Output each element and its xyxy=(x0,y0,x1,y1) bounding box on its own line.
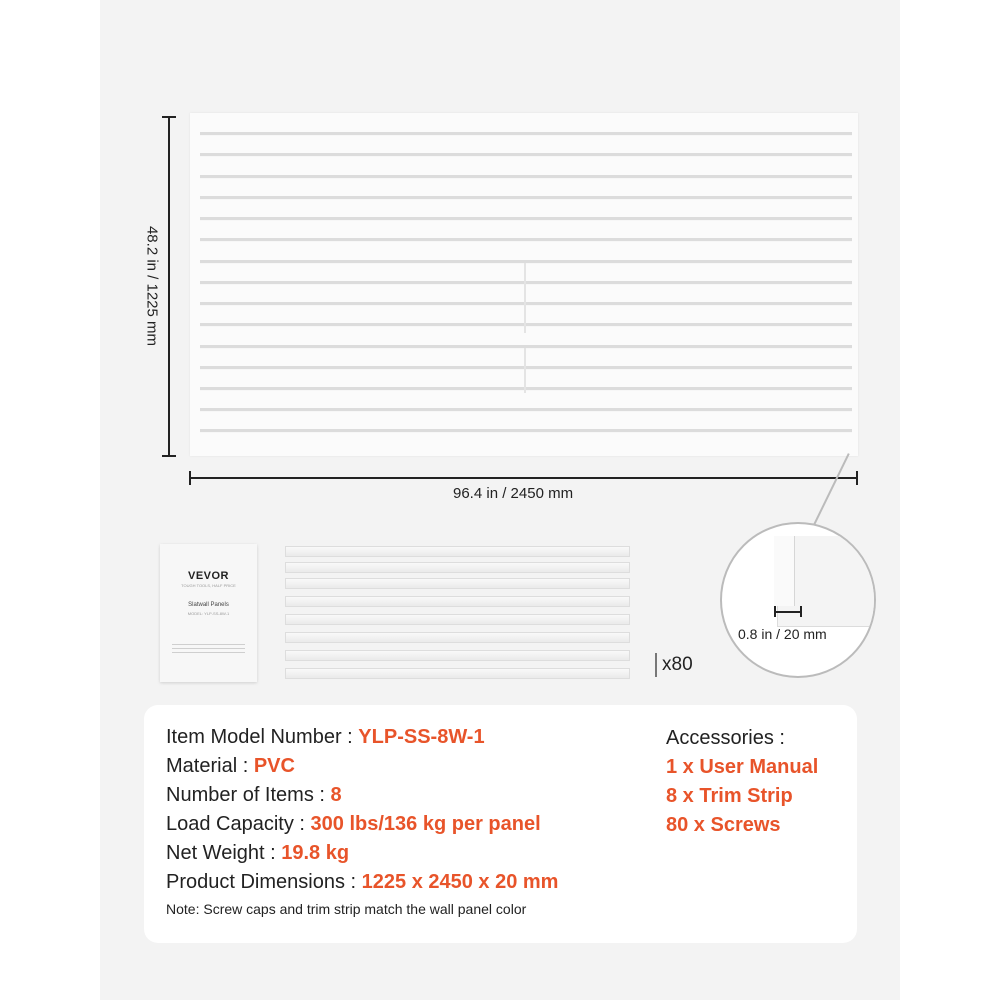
slat-groove xyxy=(200,260,852,264)
spec-product-dimensions xyxy=(166,872,558,892)
height-dimension-label: 48.2 in / 1225 mm xyxy=(143,225,161,347)
manual-brand: VEVOR xyxy=(187,570,229,582)
trim-strip xyxy=(285,578,630,589)
user-manual-image xyxy=(160,544,257,682)
manual-model: MODEL: YLP-SS-8W-1 xyxy=(187,611,230,616)
slat-groove xyxy=(200,429,852,433)
spec-label: Number of Items : xyxy=(166,784,331,806)
spec-number-of-items xyxy=(166,785,342,805)
slat-groove xyxy=(200,175,852,179)
spec-label: Product Dimensions : xyxy=(166,871,362,893)
groove-lip xyxy=(774,536,795,606)
groove-detail-zoom xyxy=(720,522,876,678)
spec-value: YLP-SS-8W-1 xyxy=(358,726,485,748)
manual-text-line xyxy=(172,652,245,653)
slat-groove xyxy=(200,132,852,136)
slat-groove xyxy=(200,366,852,370)
slat-groove xyxy=(200,196,852,200)
height-dimension-line xyxy=(168,116,170,457)
spec-value: 300 lbs/136 kg per panel xyxy=(310,813,541,835)
spec-label: Material : xyxy=(166,755,254,777)
accessories-title: Accessories : xyxy=(666,727,785,749)
screw-count: x80 xyxy=(662,654,693,675)
spec-value: 1225 x 2450 x 20 mm xyxy=(361,871,559,893)
trim-strip xyxy=(285,650,630,661)
trim-strip xyxy=(285,668,630,679)
dimension-cap xyxy=(800,606,802,617)
spec-model-number xyxy=(166,727,485,747)
slat-groove xyxy=(200,387,852,391)
trim-strip xyxy=(285,614,630,625)
spec-net-weight xyxy=(166,843,349,863)
slat-groove xyxy=(200,345,852,349)
spec-value: 19.8 kg xyxy=(281,842,350,864)
dimension-cap xyxy=(774,606,776,617)
trim-strips-image xyxy=(285,544,630,682)
panel-seam xyxy=(524,348,526,393)
slat-groove xyxy=(200,281,852,285)
slatwall-panel-image xyxy=(190,113,858,456)
accessory-item: 80 x Screws xyxy=(666,814,781,836)
color-note: Note: Screw caps and trim strip match the wall panel color xyxy=(166,901,527,917)
accessory-item: 8 x Trim Strip xyxy=(666,785,793,807)
width-dimension-line xyxy=(190,477,858,479)
slat-groove xyxy=(200,323,852,327)
slat-groove xyxy=(200,217,852,221)
manual-tagline: TOUGH TOOLS, HALF PRICE xyxy=(181,583,236,588)
trim-strip xyxy=(285,596,630,607)
spec-label: Load Capacity : xyxy=(166,813,311,835)
spec-load-capacity xyxy=(166,814,541,834)
dimension-cap xyxy=(162,116,176,118)
groove-dimension-label: 0.8 in / 20 mm xyxy=(738,626,827,642)
width-dimension-label: 96.4 in / 2450 mm xyxy=(453,485,574,502)
spec-value: PVC xyxy=(253,755,295,777)
trim-strip xyxy=(285,546,630,557)
panel-seam xyxy=(524,263,526,333)
dimension-cap xyxy=(162,455,176,457)
slat-groove xyxy=(200,408,852,412)
spec-label: Net Weight : xyxy=(166,842,282,864)
screw-icon xyxy=(655,653,657,677)
manual-title: Slatwall Panels xyxy=(188,602,229,608)
accessory-item: 1 x User Manual xyxy=(666,756,819,778)
slat-groove xyxy=(200,302,852,306)
spec-card xyxy=(144,705,857,943)
trim-strip xyxy=(285,632,630,643)
slat-groove xyxy=(200,238,852,242)
manual-text-line xyxy=(172,644,245,645)
slat-groove xyxy=(200,153,852,157)
spec-label: Item Model Number : xyxy=(166,726,359,748)
spec-value: 8 xyxy=(330,784,342,806)
trim-strip xyxy=(285,562,630,573)
manual-text-line xyxy=(172,648,245,649)
dimension-cap xyxy=(189,471,191,485)
spec-material xyxy=(166,756,295,776)
dimension-cap xyxy=(856,471,858,485)
groove-dimension-line xyxy=(775,611,801,613)
